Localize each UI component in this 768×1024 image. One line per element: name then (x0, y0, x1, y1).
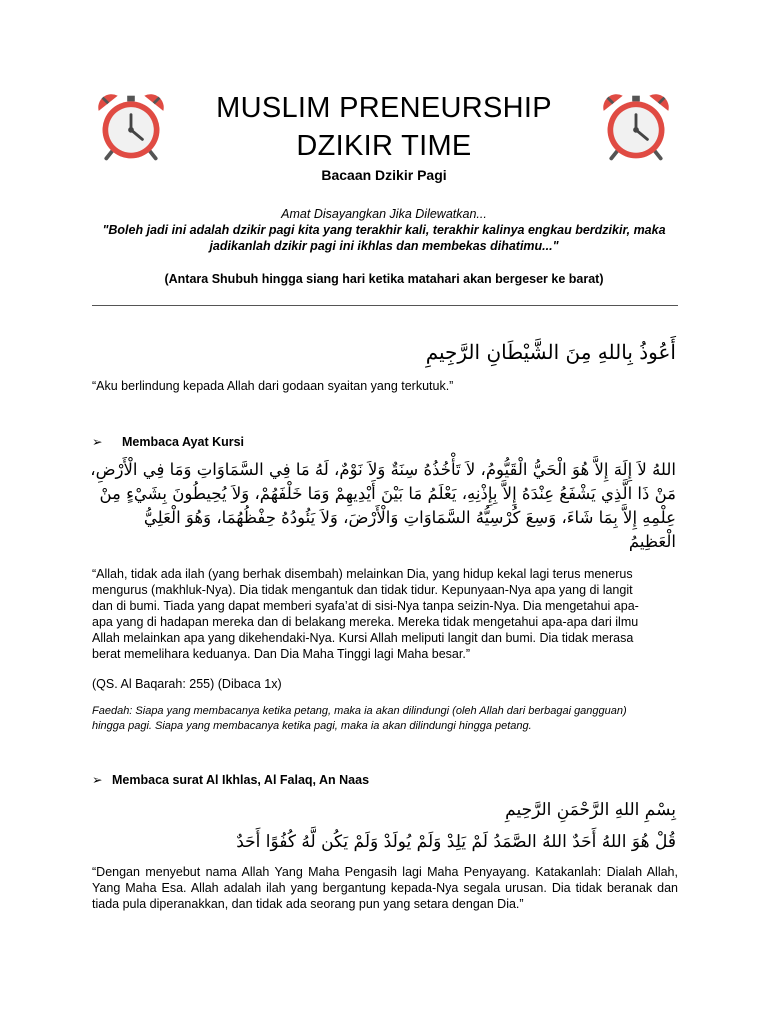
taawudz-arabic: أَعُوذُ بِاللهِ مِنَ الشَّيْطَانِ الرَّجِيمِ (425, 340, 676, 364)
translation-line: berat memelihara keduanya. Dan Dia Maha Tinggi lagi Maha besar.” (92, 647, 470, 661)
page-subtitle: Bacaan Dzikir Pagi (321, 167, 447, 183)
ayat-kursi-reference: (QS. Al Baqarah: 255) (Dibaca 1x) (92, 677, 282, 691)
faedah-line: hingga pagi. Siapa yang membacanya ketika pagi, maka ia akan dilindungi hingga petang. (92, 720, 532, 732)
translation-line: dan di bumi. Tiada yang dapat memberi syafa’at di sisi-Nya tanpa seizin-Nya. Dia mengetahui apa- (92, 599, 639, 613)
arrow-bullet-icon: ➢ (92, 773, 103, 787)
heading-text: Membaca surat Al Ikhlas, Al Falaq, An Naas (112, 773, 370, 787)
page-title-line2: DZIKIR TIME (296, 130, 472, 162)
tagline: Amat Disayangkan Jika Dilewatkan... (281, 207, 487, 221)
basmalah-arabic: بِسْمِ اللهِ الرَّحْمَنِ الرَّحِيمِ (505, 800, 676, 820)
section-heading-ayat-kursi (92, 434, 244, 449)
ayat-kursi-arabic (90, 458, 676, 554)
time-note: (Antara Shubuh hingga siang hari ketika matahari akan bergeser ke barat) (164, 272, 604, 286)
intro-block (0, 206, 768, 254)
section-heading-ikhlas (92, 772, 369, 787)
arabic-line: الْعَظِيمُ (628, 532, 676, 551)
quote-line-1: "Boleh jadi ini adalah dzikir pagi kita yang terakhir kali, terakhir kalinya engkau berdzikir, maka (102, 223, 666, 237)
translation-line: apa yang di hadapan mereka dan di belakang mereka. Mereka tidak mengetahui apa-apa dari ilmu (92, 615, 639, 629)
translation-line: Allah melainkan apa yang dikehendaki-Nya. Kursi Allah meliputi langit dan bumi. Dia tidak merasa (92, 631, 634, 645)
taawudz-translation: “Aku berlindung kepada Allah dari godaan syaitan yang terkutuk.” (92, 379, 454, 393)
arabic-line: اللهُ لاَ إِلَهَ إِلاَّ هُوَ الْحَيُّ الْقَيُّومُ، لاَ تَأْخُذُهُ سِنَةٌ وَلاَ نَوْمٌ، لَهُ مَا فِي السَّمَاوَاتِ وَمَا فِي الْأَرْضِ، (90, 460, 676, 479)
quote-line-2: jadikanlah dzikir pagi ini ikhlas dan membekas dihatimu..." (209, 239, 559, 253)
ayat-kursi-translation (92, 566, 678, 662)
divider (92, 305, 678, 306)
page-title-line1: MUSLIM PRENEURSHIP (216, 92, 552, 124)
ikhlas-translation: “Dengan menyebut nama Allah Yang Maha Pengasih lagi Maha Penyayang. Katakanlah: Dialah Allah, Yang Maha Esa. Allah adalah ilah yang bergantung kepada-Nya segala urusan. Dia tidak beranak dan tiada pula diperanakkan, dan tidak ada seorang pun yang setara dengan Dia.” (92, 865, 678, 911)
arabic-line: مَنْ ذَا الَّذِي يَشْفَعُ عِنْدَهُ إِلاَّ بِإِذْنِهِ، يَعْلَمُ مَا بَيْنَ أَيْدِيهِمْ وَمَا خَلْفَهُمْ، وَلاَ يُحِيطُونَ بِشَيْءٍ مِنْ (99, 484, 676, 503)
translation-line: “Allah, tidak ada ilah (yang berhak disembah) melainkan Dia, yang hidup kekal lagi terus menerus (92, 567, 633, 581)
arabic-line: عِلْمِهِ إِلاَّ بِمَا شَاءَ، وَسِعَ كُرْسِيُّهُ السَّمَاوَاتِ وَالْأَرْضَ، وَلاَ يَئُودُهُ حِفْظُهُمَا، وَهُوَ الْعَلِيُّ (143, 508, 676, 527)
heading-text: Membaca Ayat Kursi (122, 435, 245, 449)
arrow-bullet-icon: ➢ (92, 435, 103, 449)
faedah-note (92, 704, 678, 734)
translation-line: mengurus (makhluk-Nya). Dia tidak mengantuk dan tidak tidur. Kepunyaan-Nya apa yang di langit (92, 583, 633, 597)
faedah-line: Faedah: Siapa yang membacanya ketika petang, maka ia akan dilindungi (oleh Allah dari berbagai gangguan) (92, 705, 627, 717)
ikhlas-arabic: قُلْ هُوَ اللهُ أَحَدٌ اللهُ الصَّمَدُ لَمْ يَلِدْ وَلَمْ يُولَدْ وَلَمْ يَكُن لَّهُ كُفُوًا أَحَدٌ (236, 832, 676, 852)
